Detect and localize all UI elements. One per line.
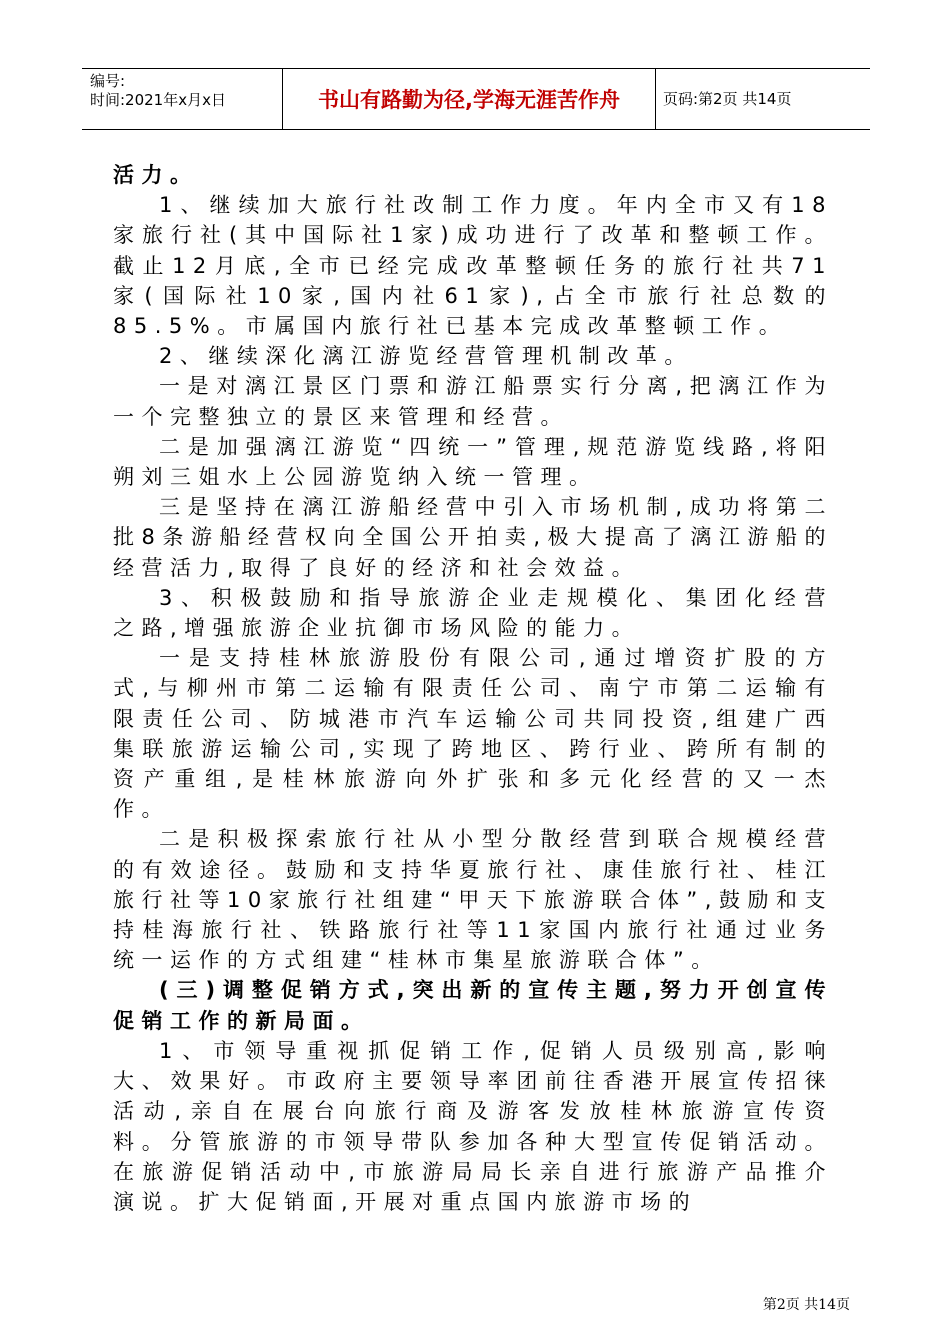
body-paragraph: 三是坚持在漓江游船经营中引入市场机制,成功将第二批8条游船经营权向全国公开拍卖,极大提高了漓江游船的经营活力,取得了良好的经济和社会效益。 bbox=[113, 495, 833, 580]
header-motto: 书山有路勤为径,学海无涯苦作舟 bbox=[318, 88, 620, 112]
body-paragraph: 1、市领导重视抓促销工作,促销人员级别高,影响大、效果好。市政府主要领导率团前往香港开展宣传招徕活动,亲自在展台向旅行商及游客发放桂林旅游宣传资料。分管旅游的市领导带队参加各种大型宣传促销活动。在旅游促销活动中,市旅游局局长亲自进行旅游产品推介演说。扩大促销面,开展对重点国内旅游市场的 bbox=[113, 1038, 833, 1214]
header-motto-cell bbox=[282, 69, 656, 129]
document-time-label: 时间:2021年x月x日 bbox=[90, 91, 226, 109]
body-paragraph: 3、积极鼓励和指导旅游企业走规模化、集团化经营之路,增强旅游企业抗御市场风险的能力。 bbox=[113, 585, 833, 641]
section-heading: (三)调整促销方式,突出新的宣传主题,努力开创宣传促销工作的新局面。 bbox=[113, 978, 833, 1033]
body-paragraph: 二是积极探索旅行社从小型分散经营到联合规模经营的有效途径。鼓励和支持华夏旅行社、康佳旅行社、桂江旅行社等10家旅行社组建“甲天下旅游联合体”,鼓励和支持桂海旅行社、铁路旅行社等11家国内旅行社通过业务统一运作的方式组建“桂林市集星旅游联合体”。 bbox=[113, 827, 833, 973]
body-paragraph: 一是对漓江景区门票和游江船票实行分离,把漓江作为一个完整独立的景区来管理和经营。 bbox=[113, 374, 833, 429]
page-footer: 第2页 共14页 bbox=[762, 1297, 850, 1313]
header-page-cell bbox=[655, 69, 870, 129]
document-body bbox=[113, 160, 833, 1217]
header-info-cell bbox=[82, 69, 282, 129]
document-number-label: 编号: bbox=[90, 72, 126, 90]
header-page-number: 页码:第2页 共14页 bbox=[663, 90, 792, 108]
body-paragraph: 一是支持桂林旅游股份有限公司,通过增资扩股的方式,与柳州市第二运输有限责任公司、南宁市第二运输有限责任公司、防城港市汽车运输公司共同投资,组建广西集联旅游运输公司,实现了跨地区、跨行业、跨所有制的资产重组,是桂林旅游向外扩张和多元化经营的又一杰作。 bbox=[113, 646, 833, 822]
body-paragraph: 2、继续深化漓江游览经营管理机制改革。 bbox=[159, 344, 693, 369]
page-header bbox=[82, 68, 870, 130]
body-paragraph: 活力。 bbox=[113, 163, 199, 187]
body-paragraph: 1、继续加大旅行社改制工作力度。年内全市又有18家旅行社(其中国际社1家)成功进行了改革和整顿工作。截止12月底,全市已经完成改革整顿任务的旅行社共71家(国际社10家,国内社61家),占全市旅行社总数的85.5%。市属国内旅行社已基本完成改革整顿工作。 bbox=[113, 193, 833, 339]
body-paragraph: 二是加强漓江游览“四统一”管理,规范游览线路,将阳朔刘三姐水上公园游览纳入统一管理。 bbox=[113, 434, 833, 490]
